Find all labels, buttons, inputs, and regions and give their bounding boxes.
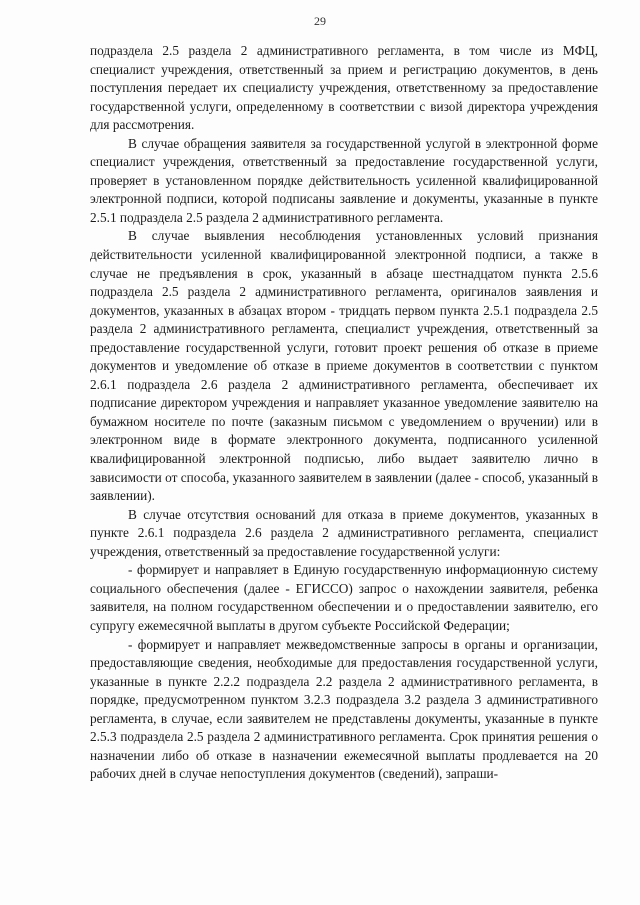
document-body (90, 42, 598, 784)
paragraph-no-refusal-grounds: В случае отсутствия оснований для отказа в приеме документов, указанных в пункте 2.6.1 подраздела 2.6 раздела 2 административного регламента, специалист учреждения, ответственный за предоставление государственной услуги: (90, 506, 598, 559)
page-number: 29 (314, 14, 326, 28)
paragraph-electronic-application: В случае обращения заявителя за государственной услугой в электронной форме специалист учреждения, ответственный за предоставление государственной услуги, проверяет в установленном порядке действительность усиленной квалифицированной электронной подписи, которой подписаны заявление и документы, указанные в пункте 2.5.1 подраздела 2.5 раздела 2 административного регламента. (90, 135, 598, 225)
paragraph-egisso-request: - формирует и направляет в Единую государственную информационную систему социального обеспечения (далее - ЕГИССО) запрос о нахождении заявителя, ребенка заявителя, на полном государственном обеспечении и о предоставлении заявителю, его супругу ежемесячной выплаты в другом субъекте Российской Федерации; (90, 562, 598, 633)
paragraph-signature-check-failure: В случае выявления несоблюдения установленных условий признания действительности усиленной квалифицированной электронной подписи, а также в случае не предъявления в срок, указанный в абзаце шестнадцатом пункта 2.5.6 подраздела 2.5 раздела 2 административного регламента, оригиналов заявления и документов, указанных в абзацах втором - тридцать первом пункта 2.5.1 подраздела 2.5 раздела 2 административного регламента, специалист учреждения, ответственный за предоставление государственной услуги, готовит проект решения об отказе в приеме документов и уведомление об отказе в приеме документов в соответствии с пунктом 2.6.1 подраздела 2.6 раздела 2 административного регламента, обеспечивает их подписание директором учреждения и направляет указанное уведомление заявителю на бумажном носителе по почте (заказным письмом с уведомлением о вручении) или в электронном виде в формате электронного документа, подписанного усиленной квалифицированной электронной подписью, либо выдает заявителю лично в зависимости от способа, указанного заявителем в заявлении (далее - способ, указанный в заявлении). (90, 228, 598, 504)
paragraph-continuation: подраздела 2.5 раздела 2 административного регламента, в том числе из МФЦ, специалист учреждения, ответственный за прием и регистрацию документов, в день поступления передает их специалисту учреждения, ответственному за предоставление государственной услуги, определенному в соответствии с визой директора учреждения для рассмотрения. (90, 43, 598, 133)
paragraph-interagency-requests: - формирует и направляет межведомственные запросы в органы и организации, предоставляющие сведения, необходимые для предоставления государственной услуги, указанные в пункте 2.2.2 подраздела 2.2 раздела 2 административного регламента, в порядке, предусмотренном пунктом 3.2.3 подраздела 3.2 раздела 3 административного регламента, в случае, если заявителем не представлены документы, указанные в пункте 2.5.3 подраздела 2.5 раздела 2 административного регламента. Срок принятия решения о назначении либо об отказе в назначении ежемесячной выплаты продлевается на 20 рабочих дней в случае непоступления документов (сведений), запраши- (90, 636, 598, 782)
